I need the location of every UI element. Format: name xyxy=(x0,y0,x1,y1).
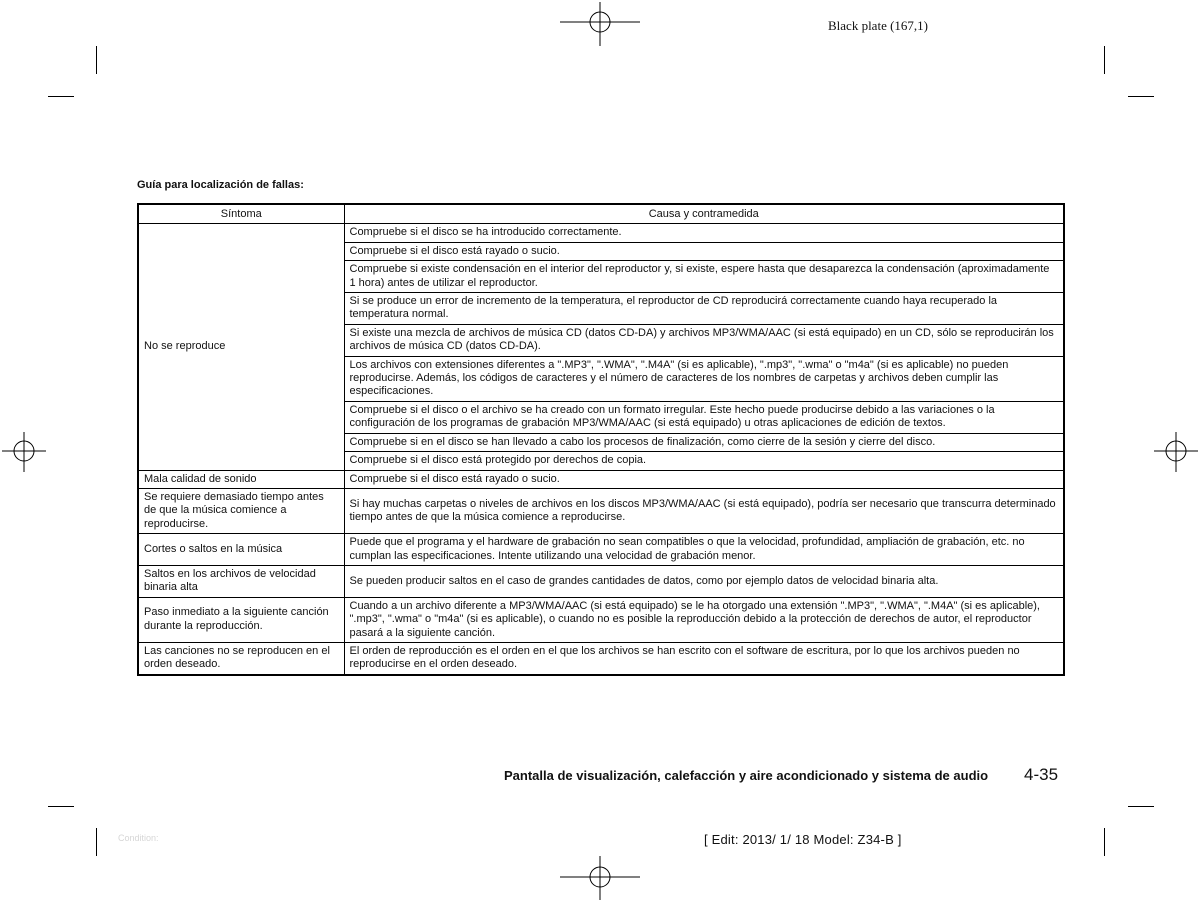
table-row xyxy=(138,565,1064,597)
cause-cell: Compruebe si el disco o el archivo se ha creado con un formato irregular. Este hecho puede producirse debido a las variaciones o la configuración de los programas de grabación MP3/WMA/AAC (si está equipado) u otras aplicaciones de edición de textos. xyxy=(344,401,1064,433)
cause-cell: Se pueden producir saltos en el caso de grandes cantidades de datos, como por ejemplo datos de velocidad binaria alta. xyxy=(344,565,1064,597)
registration-mark-top-icon xyxy=(560,2,640,46)
column-header-symptom: Síntoma xyxy=(138,204,344,224)
column-header-cause: Causa y contramedida xyxy=(344,204,1064,224)
symptom-cell: No se reproduce xyxy=(138,224,344,470)
cause-cell: Compruebe si el disco está protegido por derechos de copia. xyxy=(344,452,1064,470)
registration-mark-left-icon xyxy=(2,432,46,472)
cause-cell: Si se produce un error de incremento de la temperatura, el reproductor de CD reproducirá correctamente cuando haya recuperado la temperatura normal. xyxy=(344,293,1064,325)
edit-info: [ Edit: 2013/ 1/ 18 Model: Z34-B ] xyxy=(704,832,902,847)
cause-cell: Los archivos con extensiones diferentes a ".MP3", ".WMA", ".M4A" (si es aplicable), ".mp3", ".wma" o "m4a" (si es aplicable) no pueden reproducirse. Además, los códigos de caracteres y el número de caracteres de los nombres de carpetas y archivos deben cumplir las especificaciones. xyxy=(344,356,1064,401)
crop-mark xyxy=(48,96,74,97)
footer-section-title: Pantalla de visualización, calefacción y aire acondicionado y sistema de audio xyxy=(504,768,989,783)
symptom-cell: Paso inmediato a la siguiente canción durante la reproducción. xyxy=(138,597,344,642)
table-row xyxy=(138,534,1064,566)
table-row xyxy=(138,597,1064,642)
table-row xyxy=(138,224,1064,242)
crop-mark xyxy=(48,806,74,807)
cause-cell: Compruebe si en el disco se han llevado a cabo los procesos de finalización, como cierre de la sesión y cierre del disco. xyxy=(344,433,1064,451)
crop-mark xyxy=(1104,828,1105,856)
table-header-row xyxy=(138,204,1064,224)
crop-mark xyxy=(96,828,97,856)
cause-cell: Si hay muchas carpetas o niveles de archivos en los discos MP3/WMA/AAC (si está equipado), podría ser necesario que transcurra determinado tiempo antes de que la música comience a reproducirse. xyxy=(344,488,1064,533)
plate-label: Black plate (167,1) xyxy=(828,18,928,33)
registration-mark-right-icon xyxy=(1154,432,1198,472)
registration-mark-bottom-icon xyxy=(560,856,640,900)
symptom-cell: Las canciones no se reproducen en el orden deseado. xyxy=(138,642,344,674)
crop-mark xyxy=(1128,806,1154,807)
crop-mark xyxy=(1104,46,1105,74)
cause-cell: Puede que el programa y el hardware de grabación no sean compatibles o que la velocidad, profundidad, ampliación de grabación, etc. no cumplan las especificaciones. Intente utilizando una velocidad de grabación menor. xyxy=(344,534,1064,566)
cause-cell: Compruebe si existe condensación en el interior del reproductor y, si existe, espere hasta que desaparezca la condensación (aproximadamente 1 hora) antes de utilizar el reproductor. xyxy=(344,261,1064,293)
cause-cell: Compruebe si el disco está rayado o sucio. xyxy=(344,242,1064,260)
symptom-cell: Se requiere demasiado tiempo antes de que la música comience a reproducirse. xyxy=(138,488,344,533)
troubleshooting-table xyxy=(137,203,1065,676)
table-row xyxy=(138,488,1064,533)
cause-cell: Cuando a un archivo diferente a MP3/WMA/AAC (si está equipado) se le ha otorgado una extensión ".MP3", ".WMA", ".M4A" (si es aplicable), ".mp3", ".wma" o "m4a" (si es aplicable), o cuando no es posible la reproducción debido a la protección de derechos de autor, el reproductor pasará a la siguiente canción. xyxy=(344,597,1064,642)
cause-cell: Si existe una mezcla de archivos de música CD (datos CD-DA) y archivos MP3/WMA/AAC (si está equipado) en un CD, sólo se reproducirán los archivos de música CD (datos CD-DA). xyxy=(344,324,1064,356)
condition-label: Condition: xyxy=(118,833,159,843)
crop-mark xyxy=(96,46,97,74)
cause-cell: Compruebe si el disco está rayado o sucio. xyxy=(344,470,1064,488)
crop-mark xyxy=(1128,96,1154,97)
cause-cell: El orden de reproducción es el orden en el que los archivos se han escrito con el software de escritura, por lo que los archivos pueden no reproducirse en el orden deseado. xyxy=(344,642,1064,674)
page-number: 4-35 xyxy=(1024,765,1059,784)
section-title: Guía para localización de fallas: xyxy=(137,179,304,191)
table-row xyxy=(138,642,1064,674)
table-row xyxy=(138,470,1064,488)
symptom-cell: Saltos en los archivos de velocidad binaria alta xyxy=(138,565,344,597)
symptom-cell: Cortes o saltos en la música xyxy=(138,534,344,566)
cause-cell: Compruebe si el disco se ha introducido correctamente. xyxy=(344,224,1064,242)
symptom-cell: Mala calidad de sonido xyxy=(138,470,344,488)
